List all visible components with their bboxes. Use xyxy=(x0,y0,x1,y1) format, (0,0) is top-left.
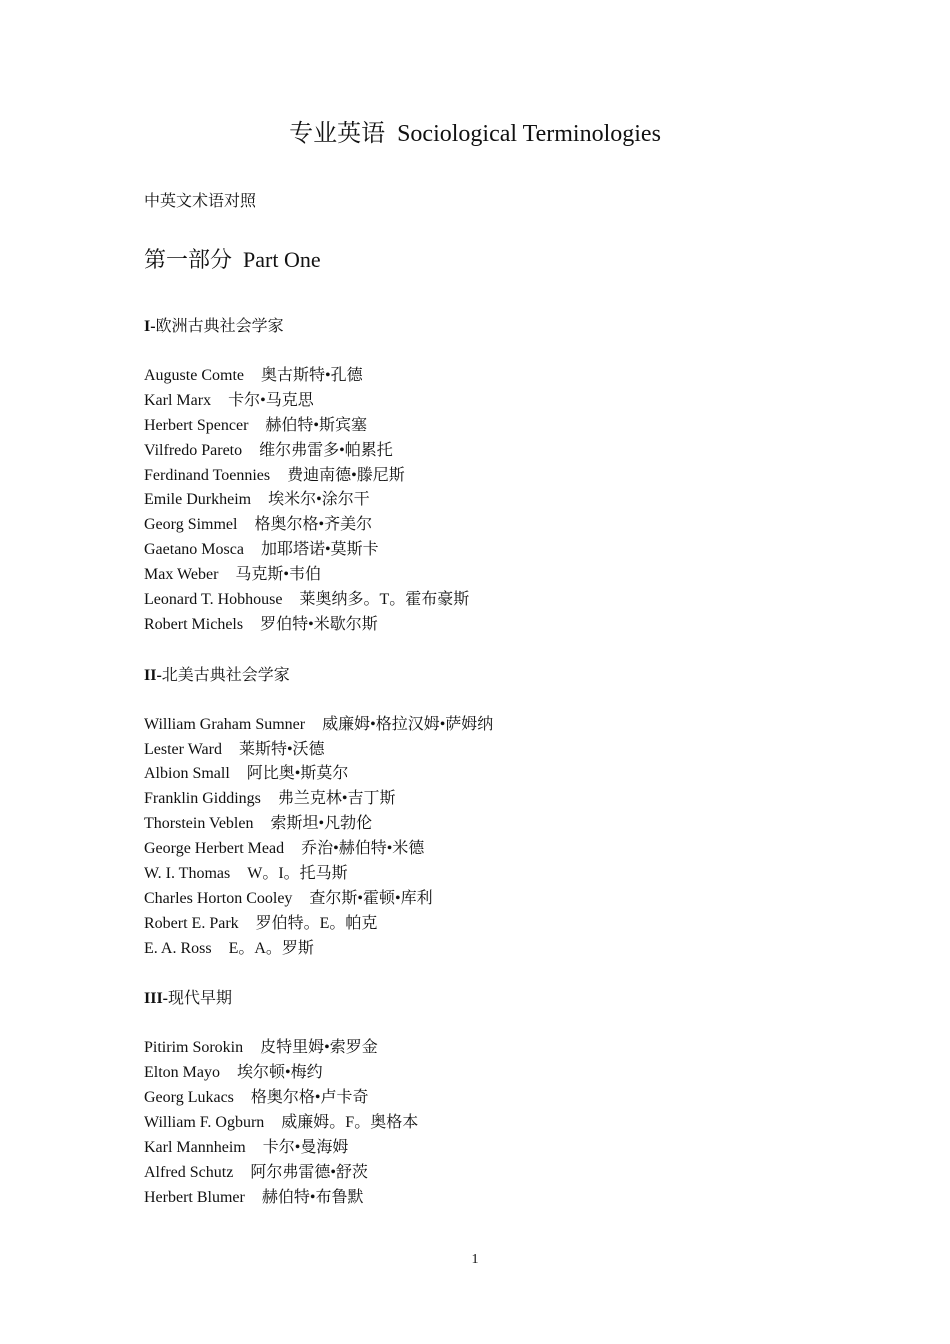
english-name: Georg Simmel xyxy=(144,516,238,534)
chinese-name: 皮特里姆•索罗金 xyxy=(260,1039,378,1057)
english-name: Robert E. Park xyxy=(144,914,239,932)
english-name: Vilfredo Pareto xyxy=(144,441,243,459)
chinese-name: 费迪南德•滕尼斯 xyxy=(287,466,405,484)
term-entry xyxy=(144,1086,844,1111)
chinese-name: 索斯坦•凡勃伦 xyxy=(270,815,373,833)
chinese-name: 弗兰克林•吉丁斯 xyxy=(277,790,396,808)
term-entry xyxy=(144,538,844,563)
chinese-name: 埃尔顿•梅约 xyxy=(237,1064,323,1082)
chinese-name: 罗伯特•米歇尔斯 xyxy=(260,615,378,633)
chinese-name: 马克斯•韦伯 xyxy=(235,566,321,584)
english-name: William F. Ogburn xyxy=(144,1114,265,1132)
english-name: Karl Marx xyxy=(144,391,212,409)
term-entry xyxy=(144,787,844,812)
chinese-name: 莱斯特•沃德 xyxy=(238,740,325,758)
terminology-list xyxy=(144,314,844,1211)
term-entry xyxy=(144,812,844,837)
term-entry xyxy=(144,613,844,638)
chinese-name: 威廉姆•格拉汉姆•萨姆纳 xyxy=(322,715,494,733)
term-entry xyxy=(144,1061,844,1086)
page-number: 1 xyxy=(471,1252,479,1267)
english-name: Elton Mayo xyxy=(144,1064,220,1082)
term-entry xyxy=(144,1161,844,1186)
chinese-name: 查尔斯•霍顿•库利 xyxy=(309,889,433,907)
english-name: Charles Horton Cooley xyxy=(144,889,293,907)
section-title: 现代早期 xyxy=(168,990,233,1008)
english-name: William Graham Sumner xyxy=(144,715,306,733)
section-heading xyxy=(144,663,844,688)
english-name: E. A. Ross xyxy=(144,939,212,957)
english-name: Emile Durkheim xyxy=(144,491,252,509)
english-name: Albion Small xyxy=(144,765,230,783)
section xyxy=(144,986,844,1210)
section-number: III- xyxy=(144,990,169,1008)
term-entry xyxy=(144,364,844,389)
page-title: 专业英语 Sociological Terminologies xyxy=(289,121,661,147)
section-heading xyxy=(144,986,844,1011)
term-entry xyxy=(144,837,844,862)
term-entry xyxy=(144,1111,844,1136)
english-name: Leonard T. Hobhouse xyxy=(144,591,283,609)
english-name: Lester Ward xyxy=(144,740,222,758)
section xyxy=(144,314,844,638)
chinese-name: 奥古斯特•孔德 xyxy=(261,367,363,384)
term-entry xyxy=(144,887,844,912)
term-entry xyxy=(144,862,844,887)
term-entry xyxy=(144,488,844,513)
english-name: Max Weber xyxy=(144,566,219,584)
chinese-name: 威廉姆。F。奥格本 xyxy=(281,1114,419,1132)
term-entry xyxy=(144,1136,844,1161)
english-name: Auguste Comte xyxy=(144,367,244,384)
term-entry xyxy=(144,1036,844,1061)
chinese-name: 乔治•赫伯特•米德 xyxy=(301,840,425,858)
chinese-name: 格奥尔格•卢卡奇 xyxy=(250,1089,369,1107)
english-name: Thorstein Veblen xyxy=(144,815,254,833)
term-entry xyxy=(144,414,844,439)
english-name: Georg Lukacs xyxy=(144,1089,234,1107)
chinese-name: W。I。托马斯 xyxy=(247,865,348,883)
chinese-name: 赫伯特•布鲁默 xyxy=(261,1188,364,1206)
chinese-name: 加耶塔诺•莫斯卡 xyxy=(260,541,379,559)
chinese-name: 莱奥纳多。T。霍布豪斯 xyxy=(299,591,470,609)
term-entry xyxy=(144,588,844,613)
english-name: W. I. Thomas xyxy=(144,865,231,883)
chinese-name: 卡尔•马克思 xyxy=(228,391,314,409)
english-name: Gaetano Mosca xyxy=(144,541,244,559)
english-name: George Herbert Mead xyxy=(144,840,285,858)
part-heading: 第一部分 Part One xyxy=(144,247,321,272)
section xyxy=(144,663,844,962)
term-entry xyxy=(144,513,844,538)
english-name: Karl Mannheim xyxy=(144,1139,246,1157)
section-number: II- xyxy=(144,666,162,684)
term-entry xyxy=(144,762,844,787)
section-title: 北美古典社会学家 xyxy=(161,666,290,684)
term-entry xyxy=(144,439,844,464)
chinese-name: 阿尔弗雷德•舒茨 xyxy=(250,1163,368,1181)
chinese-name: 埃米尔•涂尔干 xyxy=(268,491,370,509)
chinese-name: 赫伯特•斯宾塞 xyxy=(265,416,367,434)
english-name: Pitirim Sorokin xyxy=(144,1039,244,1057)
term-entry xyxy=(144,563,844,588)
english-name: Herbert Blumer xyxy=(144,1188,245,1206)
term-entry xyxy=(144,713,844,738)
english-name: Herbert Spencer xyxy=(144,416,249,434)
english-name: Robert Michels xyxy=(144,615,244,633)
term-entry xyxy=(144,937,844,962)
section-heading xyxy=(144,314,844,339)
chinese-name: E。A。罗斯 xyxy=(228,939,314,957)
chinese-name: 阿比奥•斯莫尔 xyxy=(246,765,349,783)
english-name: Alfred Schutz xyxy=(144,1163,234,1181)
english-name: Franklin Giddings xyxy=(144,790,261,808)
term-entry xyxy=(144,912,844,937)
term-entry xyxy=(144,389,844,414)
document-subtitle: 中英文术语对照 xyxy=(144,193,257,210)
chinese-name: 罗伯特。E。帕克 xyxy=(255,914,378,932)
term-entry xyxy=(144,1186,844,1211)
section-title: 欧洲古典社会学家 xyxy=(155,318,284,335)
chinese-name: 格奥尔格•齐美尔 xyxy=(254,516,373,534)
section-number: I- xyxy=(144,318,156,335)
chinese-name: 卡尔•曼海姆 xyxy=(262,1139,349,1157)
english-name: Ferdinand Toennies xyxy=(144,466,271,484)
term-entry xyxy=(144,464,844,489)
term-entry xyxy=(144,738,844,763)
chinese-name: 维尔弗雷多•帕累托 xyxy=(259,441,393,459)
